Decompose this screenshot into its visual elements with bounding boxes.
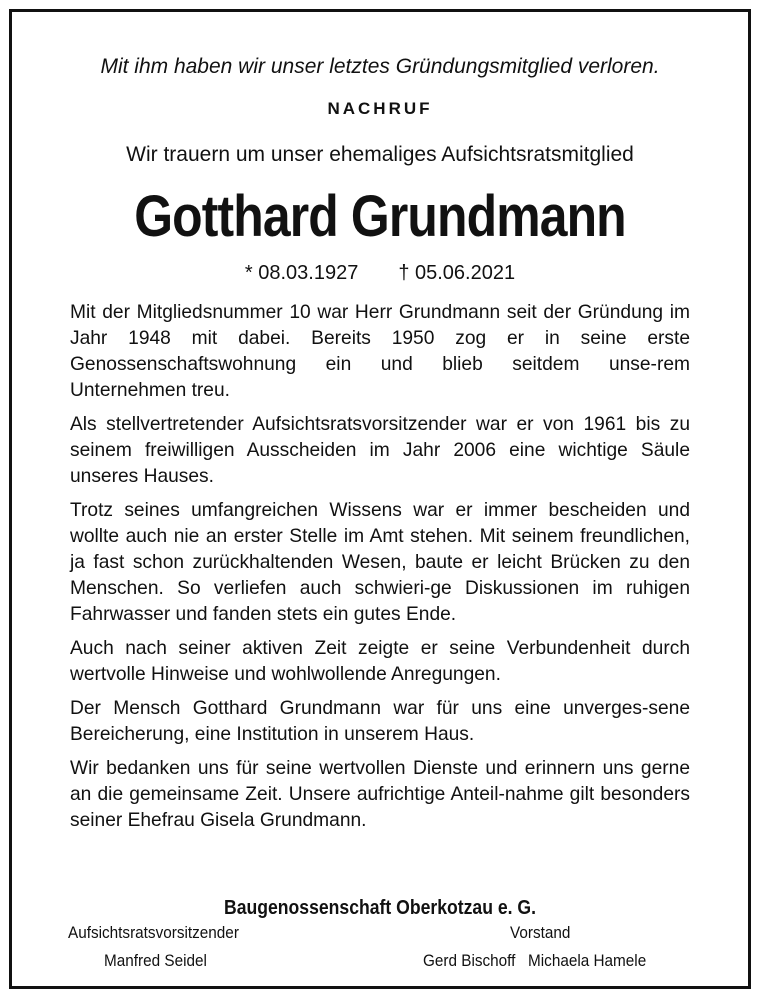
intro-line: Mit ihm haben wir unser letztes Gründungsmitglied verloren. — [100, 55, 660, 78]
board-member-name: Michaela Hamele — [528, 951, 647, 970]
death-date: † 05.06.2021 — [398, 262, 516, 284]
board-names — [423, 950, 646, 972]
notice-heading: NACHRUF — [327, 99, 433, 118]
board-title: Vorstand — [510, 923, 571, 942]
paragraph: Auch nach seiner aktiven Zeit zeigte er seine Verbundenheit durch wertvolle Hinweise und wohlwollende Anregungen. — [70, 638, 690, 685]
chairman-title: Aufsichtsratsvorsitzender — [68, 923, 239, 942]
life-dates — [64, 260, 696, 286]
paragraph: Wir bedanken uns für seine wertvollen Dienste und erinnern uns gerne an die gemeinsame Zeit. Unsere aufrichtige Anteil-nahme gilt besonders seiner Ehefrau Gisela Grundmann. — [70, 758, 690, 831]
paragraph: Als stellvertretender Aufsichtsratsvorsitzender war er von 1961 bis zu seinem freiwilligen Ausscheiden im Jahr 2006 eine wichtige Säule unseres Hauses. — [70, 414, 690, 487]
notice-border — [9, 9, 751, 989]
chairman-name: Manfred Seidel — [104, 951, 207, 970]
organization-name: Baugenossenschaft Oberkotzau e. G. — [224, 897, 536, 919]
deceased-name: Gotthard Grundmann — [134, 184, 626, 249]
obituary-text — [70, 300, 690, 842]
birth-date: * 08.03.1927 — [244, 262, 359, 284]
board-member-name: Gerd Bischoff — [423, 951, 516, 970]
paragraph: Mit der Mitgliedsnummer 10 war Herr Grundmann seit der Gründung im Jahr 1948 mit dabei. Bereits 1950 zog er in seine erste Genossenschaftswohnung ein und blieb seitdem unse-rem Unternehmen treu. — [70, 302, 690, 401]
paragraph: Trotz seines umfangreichen Wissens war er immer bescheiden und wollte auch nie an erster Stelle im Amt stehen. Mit seinem freundlichen, ja fast schon zurückhaltenden Wesen, baute er leicht Brücken zu den Menschen. So verliefen auch schwieri-ge Diskussionen im ruhigen Fahrwasser und fanden stets ein gutes Ende. — [70, 500, 690, 625]
mourning-line: Wir trauern um unser ehemaliges Aufsichtsratsmitglied — [126, 143, 634, 166]
paragraph: Der Mensch Gotthard Grundmann war für uns eine unverges-sene Bereicherung, eine Institution in unserem Haus. — [70, 698, 690, 745]
